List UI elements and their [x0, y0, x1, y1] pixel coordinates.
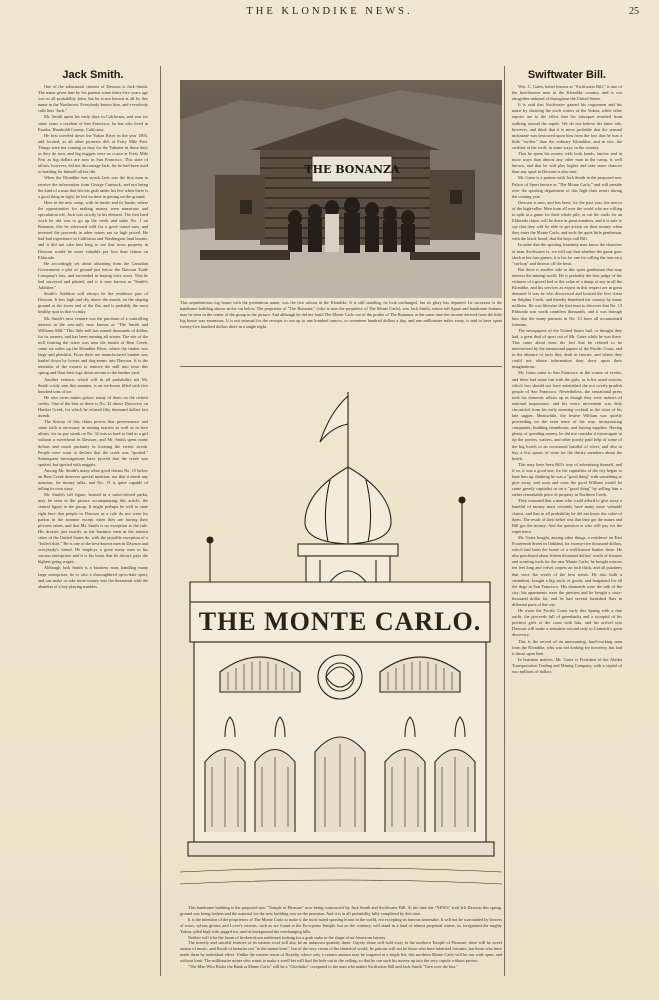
paragraph: That he spent his money with both hands, fancier and in more ways than almost any other man in the camp, is well known, and that he will play higher and take more chances than any sport in Dawson is also true. — [512, 151, 622, 175]
paragraph: This is the record of an unassuming, hard-working man from the Klondike, who was not looking for notoriety, but had it thrust upon him. — [512, 638, 622, 656]
paragraph: They reasoned that a man who could afford to give away a handful of money must certainly have many more valuable claims, and that in all probability he did not know the value of them. The result of their belief was that they got the mines and Bill got the money. And the question is who will pay for the experience. — [512, 498, 622, 534]
paragraph: He owns the Pacific Coast early this Spring with a fine outfit, the proceeds full of greenbacks and a scoopful of his prettiest girls of the coast with him, and his arrival into Dawson will make a sensation second only to Carmack's great discovery. — [512, 608, 622, 638]
paragraph: Mr. Smith's tall figure, housed in a satin-colored parka, may be seen in the picture accompanying this article, the central figure in the group. It might perhaps be well to state right here that people in Dawson as a rule do not wear fur parkas in the summer except when they are having their pictures taken, and that Mr. Smith is no exception to the rule. His dresses just exactly as the business men in the eastern cities of the United States do, with the possible exception of a "boiled shirt." He is one of the best-known men in Dawson and everybody's friend. He employs a great many men in his various enterprises and it is his boast that he always pays the highest going wages. — [38, 492, 148, 565]
monte-carlo-sign-text: THE MONTE CARLO. — [198, 607, 482, 636]
paragraph: "The Man Who Broke the Bank at Monte Carlo" will be a "Chechako" compared to the man who makes Swiftwater Bill and Jack Smith "Turn over the box." — [188, 964, 459, 970]
paragraph: Another venture, which will in all probability net Mr. Smith a tidy sum this summer, is an ice-house filled with five hundred tons of ice. — [38, 376, 148, 394]
section-rule — [180, 366, 502, 367]
article-body-swiftwater-bill — [512, 84, 622, 964]
paragraph: The newspapers of the United States had, or thought they had, a great deal of sport out of Mr. Gates while he was there. This came about from the fact that he refused to be interviewed by the sensational papers of the Pacific Coast, and in the absence of facts they dealt in fancies, and where they could not obtain information they drew upon their imaginations. — [512, 327, 622, 370]
monte-carlo-illustration — [180, 372, 502, 902]
paragraph: He first traveled down the Yukon River in the year 1893, and located, as all other pioneers did, at Forty Mile Post. Things were not coming so easy for the Yukoner in those days as they do now, and big nuggets were as scarce at Forty Mile Post as big dollars are now in San Francisco. This state of affairs, however, did not discourage Jack, for he had been used to hustling for himself all his life. — [38, 132, 148, 175]
paragraph: The history of this claim proves that perseverance and some faith is necessary in mining matters as well as in love affairs, for its pay streak on No. 32 was so hard to find as a girl without a sweetheart in Dawson, and Mr. Smith spent many dollars and much profanity in locating the erratic streak. People were wont to declare that the creek was "spotted." Subsequent investigations have proved that the creek was spotted, but spotted with nuggets. — [38, 419, 148, 467]
monte-carlo-caption — [180, 905, 502, 983]
paragraph: He accordingly set about obtaining from the Canadian Government a plot of ground just below the Dawson Trade Company's lots, and succeeded in buying forty acres. This he had surveyed and platted, and it is now known as "Smith's Addition." — [38, 260, 148, 291]
paragraph: When the Klondike was struck Jack was the first man to receive the information from George Carmack, and not being the kind of a man that lets his grub under his feet when there is a good thing in sight, he lost no time in getting on the ground. — [38, 175, 148, 199]
paragraph: Mr. Smith spent his early days in California, and was for some years a resident of San Francisco; he has also lived in Eureka, Humboldt County, California. — [38, 114, 148, 132]
paragraph: Although Jack Smith is a business man, handling many large enterprises, he is also a thoroughbred up-to-date sport, and can make or take more money into the thousands with the abandon of a boy playing marbles. — [38, 565, 148, 589]
article-heading-swiftwater-bill: Swiftwater Bill. — [527, 69, 607, 81]
bonanza-photo-caption: This unpretentious log house with the pretentious name, was the first saloon in the Klondike. It is still standing, its look unchanged, but its glory has departed. Its successor is the handsome building shown in the cut below. The proprietor of "The Bonanza," (who is now the proprietor of The Monte Carlo), was Jack Smith, whose tall figure and handsome features may be seen in the center of the group in the picture. And although he did not build The Monte Carlo out of the profits of The Bonanza, at the same time the income derived from the little log house was enormous. It is not unusual for the receipts to run up to one hundred ounces, or seventeen hundred dollars a day, and one millionaire miles away, is said to have spent twenty-five hundred dollars there in a single night. — [180, 300, 502, 329]
paragraph: He also owns mines galore, many of them on the richest creeks. One of the best of these is No. 32 above Discovery on Hunker Creek, for which he refused fifty thousand dollars last month. — [38, 394, 148, 419]
paragraph: Mr. Smith's next venture was the purchase of a controlling interest in the saw-mill, now known as "The Smith and Williams Mill." This little mill has earned thousands of dollars for its owners, and has been running all winter. The site of the mill fronting the water was near the mouth of Bear Creek, some six miles up the Klondike River, where the timber was large and plentiful. From there are manufactured lumber was hauled down by horses and dog-teams into Dawson. It is the intention of the owners to remove the mill into town this spring and float their logs down stream to the lumber yard. — [38, 315, 148, 376]
bonanza-saloon-photo — [180, 80, 502, 298]
paragraph: It is the intention of the proprietors of The Monte Carlo to make it the most noted sporting house in the world, not excepting its famous namesake. It will not be surrounded by bowers of roses, sylvan grottos and Lover's retreats, such as are found at the Eu-ropean Temple, but on the contrary, will stand in a land of almost perpetual winter, its foreground the mighty Yukon, piled high with jagged ice, and its background the overhanging hills. — [180, 916, 502, 934]
paragraph: Wm. C. Gates, better known as "Swiftwater Bill," is one of the best-known men in the Klondike country, and is not altogether unheard of throughout the United States. — [512, 84, 622, 102]
paragraph: This may have been Bill's way of advertising himself, and if so, it was a good one, for the capitalists of the city began to hunt him up, thinking he was a "good thing" with something to give away, and soon and soon the good William would let some greedy capitalist in on a "good thing" by selling him a rather remarkable piece of property in Northern Creek. — [512, 461, 622, 498]
paragraph: Mr. Gates came to San Francisco in the course of events, and there had some fun with the girls, as is his usual custom, which fact should not have astonished the not overly-prudish people of San Francisco. Nevertheless, the sensational press took his domestic affairs up as though they were matters of national importance, and his every movement was duly chronicled from his early morning cocktail to the close of his late supper. Meanwhile, the festive William was quietly proceeding on the even tenor of his way, incorporating companies, building steamboats, and buying supplies. Having plenty of spending money, he did not consider it extravagant to tip the porters, waiters, and other poorly paid help of some of the big hotels to an occasional handful of silver, and also to buy a few quarts of wine for the thirsty members about the hotels. — [512, 370, 622, 461]
paragraph: This handsome building is the proposed new "Temple of Pleasure" now being constructed by Jack Smith and Swiftwater Bill. At the time the "NEWS" staff left Dawson this spring, ground was being broken and the material for the new building was on the premises. And it is in all probability fully completed by this time. — [180, 905, 502, 916]
column-rule-left — [160, 66, 161, 976]
paragraph: It is said that Swiftwater gained his cognomen and his name by shooting the swift waters of the Yukon, while other reports are to the effect that his sobriquet resulted from walking around the rapids. We do not believe the latter tale, however, and think that it is more probable that the sensual nickname was bestowed upon him from the fact that he was a little "swifter" than the ordinary Klondiker, and in fact, the swiftest of the swift, in some ways, in the country. — [512, 102, 622, 150]
paragraph: In order that the sporting fraternity may know the character of man Swiftwater is, we will say that whether the game goes slack at his faro games, it is his for one for calling the turn on a "cat-hop" and thrown off the limit. — [512, 242, 622, 266]
paragraph: Smith's Addition will always be the residence part of Dawson. It lies high and dry above the marsh, on the sloping ground at the lower end of the flat, and is probably the most healthy spot in that vicinity. — [38, 291, 148, 315]
paragraph: Dawson is new, and has been, for the past year, the mecca of the high-roller. Men from all over the world who are willing to split at a game for their whole pile, or cut the cards for an Eldorado claim, will be there in great numbers, and it is safe to say that they will be able to get action on their money when they enter the Monte Carlo, and such the quiet little gentleman, with the black beard, that the boys call Bill. — [512, 199, 622, 242]
paragraph: Neither will it be the haunt of broken-down noblemen looking for a grub stake in the shape of an American heiress. — [188, 934, 387, 940]
article-body-jack-smith — [38, 84, 148, 964]
monte-carlo-drawing — [180, 372, 502, 902]
paragraph: In business matters, Mr. Gates is President of the Alaska Transportation Trading and Mining Company, with a capital of two millions of dollars. — [512, 656, 622, 674]
bonanza-photo-image — [180, 80, 502, 298]
paragraph: Here in the new camp, with its hustle and its bustle, where the opportunities for making money were numerous and speculation rife, Jack was strictly in his element. The first hard work he did was to go up the creek and stake No. 1 on Bonanza; this he afterward sold for a good round sum, and invested the proceeds in other mines not so high priced. He had bad experience in California and Washington land booms, and it did not take him long to see that town property in Dawson would be more valuable per foot than claims on Eldorado. — [38, 199, 148, 260]
paragraph: Among Mr. Smith's many other good claims No. 15 below on Bear Creek deserves special mention; not that it needs any mention, for money talks, and No. 15 is quite capable of telling its own story. — [38, 467, 148, 492]
paragraph: The miserly and suicidal features of its eastern rival will also be an unknown quantity there. Gayety alone will hold sway in the northern Temple of Pleasure; there will be sweet strains of music, and floods of beauties not "to the manor born", but of the very cream of the theatrical world. Its patrons will not be those who have inherited fortunes, but those who have made them by individual effort. Unlike the eastern resort of Royalty, where only a certain amount may be wagered at a single bet, this northern Monte Carlo will be run wide open, and without limit. The millionaire miner who wants to make a swell bet will find the hole out in the ceiling, so that he can sack his money up into the very cupola without protest. — [180, 940, 502, 964]
paragraph: But there is another side to this quiet gentleman that may interest the mining world. He is probably the best judge of the richness of a gravel bed or the value of a dump of any in all the Klondike, and his services as expert in this respect are in great demand. It was he who discovered and located the first claim on Sulphur Creek, and thereby benefited the country by many millions. He was likewise the first man to discover that No. 13 Eldorado was worth countless thousands, and it was through him that the many partners in No. 13 have all accumulated fortunes. — [512, 266, 622, 327]
column-rule-right — [504, 66, 505, 976]
page-number: 25 — [629, 6, 639, 17]
article-heading-jack-smith: Jack Smith. — [62, 69, 124, 81]
bonanza-sign-text: THE BONANZA — [304, 163, 400, 176]
paragraph: Mr. Gates bought, among other things, a residence on East Fourteenth Street in Oakland, for twenty-five thousand dollars, which had been the home of a well-known banker there. He also purchased about fifteen thousand dollars' worth of fixtures and scenting tools for the new Monte Carlo; he bought mirrors ten feet long and velvet carpets an inch thick, and all palatines that were the worth of the best artists. He also built a steamboat, bought a big stock of goods, and bargained for all the dogs in San Francisco. His diamonds were the talk of the city; his apartments were the prettiest and he bought a sixty-thousand dollar lot, and he had several furnished flats in different parts of the city. — [512, 534, 622, 607]
paragraph: One of the substantial citizens of Dawson is Jack Smith. The name given him by his parents some thirty-five years ago was in all probability John, but he is not known at all by this name in the Northwest. Everybody knows him, and everybody calls him "Jack." — [38, 84, 148, 114]
paragraph: Mr. Gates is a partner with Jack Smith in the proposed new Palace of Sport known as "The Monte Carlo," and will preside over the sporting department of this high-class resort during the coming year. — [512, 175, 622, 199]
masthead — [0, 6, 659, 20]
newspaper-title: THE KLONDIKE NEWS. — [246, 6, 413, 17]
